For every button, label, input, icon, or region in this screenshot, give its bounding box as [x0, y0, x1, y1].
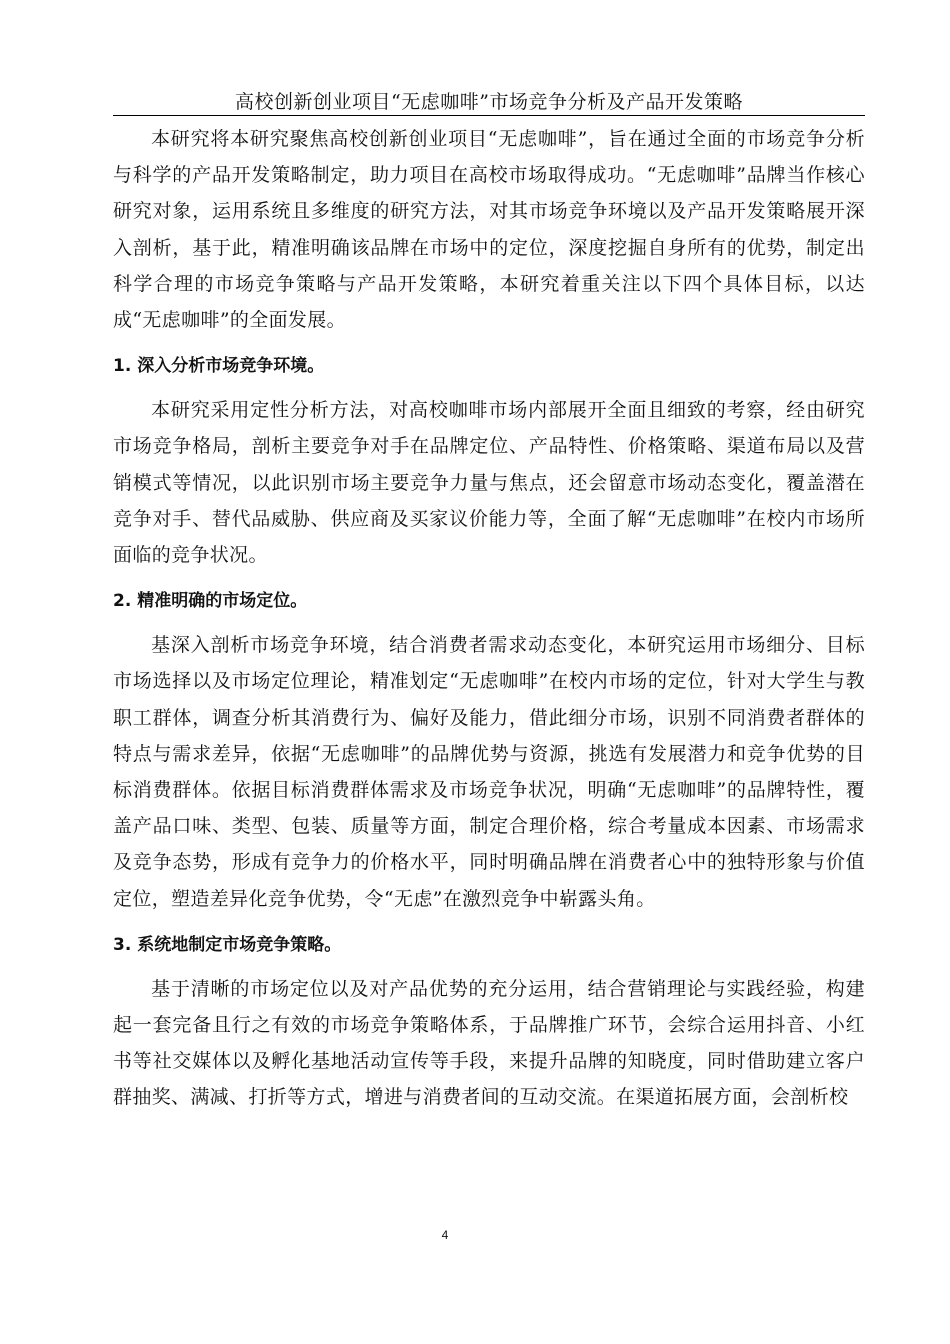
document-body — [113, 121, 865, 1116]
section-2 — [113, 573, 865, 917]
section-paragraph: 基于清晰的市场定位以及对产品优势的充分运用，结合营销理论与实践经验，构建起一套完备且行之有效的市场竞争策略体系，于品牌推广环节，会综合运用抖音、小红书等社交媒体以及孵化基地活动宣传等手段，来提升品牌的知晓度，同时借助建立客户群抽奖、满减、打折等方式，增进与消费者间的互动交流。在渠道拓展方面，会剖析校 — [113, 977, 865, 1109]
section-3 — [113, 917, 865, 1116]
intro-paragraph: 本研究将本研究聚焦高校创新创业项目“无虑咖啡”，旨在通过全面的市场竞争分析与科学的产品开发策略制定，助力项目在高校市场取得成功。“无虑咖啡”品牌当作核心研究对象，运用系统且多维度的研究方法，对其市场竞争环境以及产品开发策略展开深入剖析，基于此，精准明确该品牌在市场中的定位，深度挖掘自身所有的优势，制定出科学合理的市场竞争策略与产品开发策略，本研究着重关注以下四个具体目标，以达成“无虑咖啡”的全面发展。 — [113, 128, 865, 332]
page-header-title: 高校创新创业项目“无虑咖啡”市场竞争分析及产品开发策略 — [235, 91, 743, 113]
section-paragraph: 基深入剖析市场竞争环境，结合消费者需求动态变化，本研究运用市场细分、目标市场选择以及市场定位理论，精准划定“无虑咖啡”在校内市场的定位，针对大学生与教职工群体，调查分析其消费行为、偏好及能力，借此细分市场，识别不同消费者群体的特点与需求差异，依据“无虑咖啡”的品牌优势与资源，挑选有发展潜力和竞争优势的目标消费群体。依据目标消费群体需求及市场竞争状况，明确“无虑咖啡”的品牌特性，覆盖产品口味、类型、包装、质量等方面，制定合理价格，综合考量成本因素、市场需求及竞争态势，形成有竞争力的价格水平，同时明确品牌在消费者心中的独特形象与价值定位，塑造差异化竞争优势，令“无虑”在激烈竞争中崭露头角。 — [113, 634, 865, 910]
header-divider — [113, 115, 865, 116]
section-1 — [113, 338, 865, 573]
page-number: 4 — [441, 1228, 449, 1242]
section-heading: 3. 系统地制定市场竞争策略。 — [113, 934, 342, 955]
section-paragraph: 本研究采用定性分析方法，对高校咖啡市场内部展开全面且细致的考察，经由研究市场竞争格局，剖析主要竞争对手在品牌定位、产品特性、价格策略、渠道布局以及营销模式等情况，以此识别市场主要竞争力量与焦点，还会留意市场动态变化，覆盖潜在竞争对手、替代品威胁、供应商及买家议价能力等，全面了解“无虑咖啡”在校内市场所面临的竞争状况。 — [113, 399, 865, 567]
section-heading: 2. 精准明确的市场定位。 — [113, 591, 308, 612]
section-heading: 1. 深入分析市场竞争环境。 — [113, 356, 325, 377]
